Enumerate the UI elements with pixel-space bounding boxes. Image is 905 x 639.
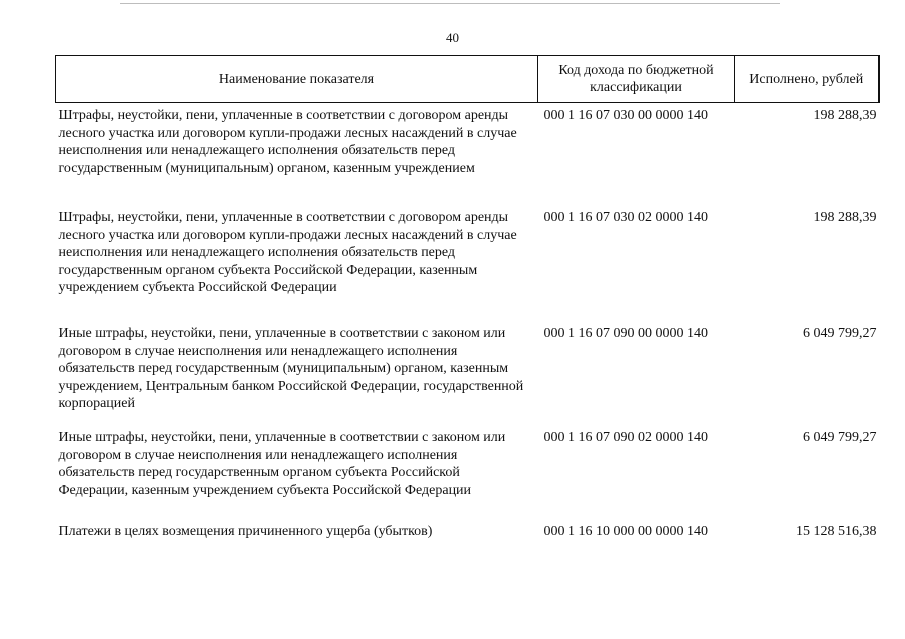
table-header	[56, 56, 879, 103]
budget-code-cell: 000 1 16 07 090 00 0000 140	[543, 326, 708, 341]
executed-amount-cell: 6 049 799,27	[803, 326, 877, 341]
indicator-name-cell: Иные штрафы, неустойки, пени, уплаченные в соответствии с законом или договором в случае неисполнения или ненадлежащего исполнения обязательств перед государственным (муниципальным) органом, казенным учреждением, Центральным банком Российской Федерации, государственной корпорацией	[58, 326, 524, 411]
table-row	[56, 319, 879, 421]
budget-code-cell: 000 1 16 10 000 00 0000 140	[543, 524, 708, 539]
table-row	[56, 196, 879, 319]
executed-amount-cell: 6 049 799,27	[803, 430, 877, 445]
header-indicator-name: Наименование показателя	[56, 56, 538, 103]
table-row	[56, 515, 879, 547]
executed-amount-cell: 15 128 516,38	[796, 524, 877, 539]
executed-amount-cell: 198 288,39	[813, 210, 877, 225]
budget-code-cell: 000 1 16 07 090 02 0000 140	[543, 430, 708, 445]
indicator-name-cell: Штрафы, неустойки, пени, уплаченные в соответствии с договором аренды лесного участка или договором купли-продажи лесных насаждений в случае неисполнения или ненадлежащего исполнения обязательств перед государственным (муниципальным) органом, казенным учреждением	[58, 108, 517, 176]
header-budget-code: Код дохода по бюджетной классификации	[538, 56, 735, 103]
table-row	[56, 103, 879, 197]
budget-code-cell: 000 1 16 07 030 02 0000 140	[543, 210, 708, 225]
indicator-name-cell: Иные штрафы, неустойки, пени, уплаченные в соответствии с законом или договором в случае неисполнения или ненадлежащего исполнения обязательств перед государственным органом субъекта Российской Федерации, казенным учреждением субъекта Российской Федерации	[58, 430, 506, 498]
header-executed-amount: Исполнено, рублей	[735, 56, 879, 103]
scan-edge-line	[120, 3, 780, 4]
page-number: 40	[446, 30, 459, 45]
revenue-table	[55, 55, 880, 547]
indicator-name-cell: Платежи в целях возмещения причиненного ущерба (убытков)	[58, 524, 433, 539]
budget-code-cell: 000 1 16 07 030 00 0000 140	[543, 108, 708, 123]
table-row	[56, 421, 879, 515]
executed-amount-cell: 198 288,39	[813, 108, 877, 123]
indicator-name-cell: Штрафы, неустойки, пени, уплаченные в соответствии с договором аренды лесного участка или договором купли-продажи лесных насаждений в случае неисполнения или ненадлежащего исполнения обязательств перед государственным органом субъекта Российской Федерации, казенным учреждением субъекта Российской Федерации	[58, 210, 517, 295]
table-body	[56, 103, 879, 548]
header-row	[56, 56, 879, 103]
